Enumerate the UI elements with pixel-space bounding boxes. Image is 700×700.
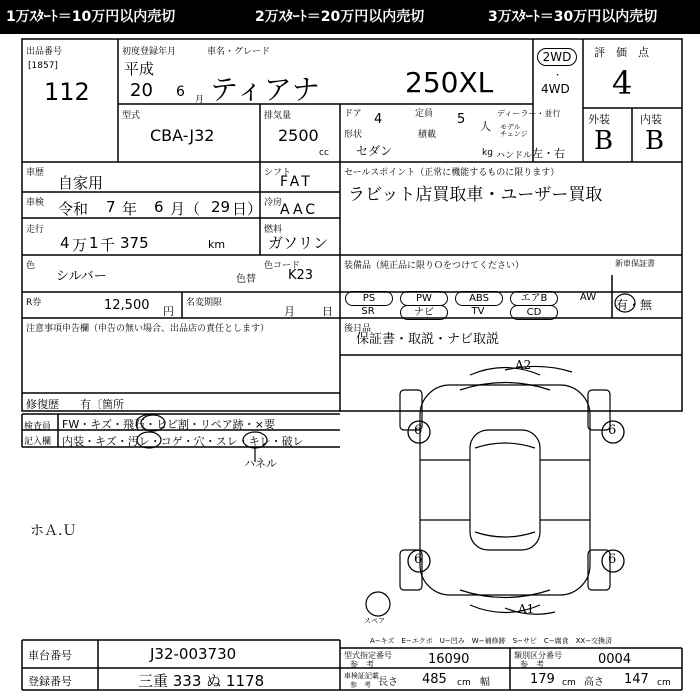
listing-number: 112 xyxy=(44,78,90,106)
score-label: 評 価 点 xyxy=(594,46,649,59)
recycle-label: R券 xyxy=(26,298,42,308)
sales-value: ラビット店買取車・ユーザー買取 xyxy=(348,185,603,205)
inspection-label: 車検 xyxy=(26,198,45,208)
ac-label: 冷房 xyxy=(264,198,283,208)
checker-label-2: 記入欄 xyxy=(24,437,52,447)
inspection-d: 日） xyxy=(232,200,263,218)
mileage-label: 走行 xyxy=(26,225,45,235)
repair-label: 修復歴 xyxy=(26,398,59,411)
doors-value: 4 xyxy=(374,112,383,127)
color-code-value: K23 xyxy=(288,268,314,283)
capacity-label: 定員 xyxy=(415,109,434,119)
fuel-label: 燃料 xyxy=(264,225,283,235)
warranty-value: 有・無 xyxy=(616,298,653,312)
name-change-label: 名変期限 xyxy=(186,298,223,308)
mileage-man: 4 xyxy=(60,234,70,252)
displacement-value: 2500 xyxy=(278,126,319,145)
capacity-unit: 人 xyxy=(480,120,491,133)
equip-pw: PW xyxy=(400,291,448,306)
height-label: 高さ xyxy=(584,677,604,688)
repair-value: 有〔箇所 xyxy=(80,398,124,411)
listing-sub: [1857] xyxy=(28,61,58,71)
damage-legend: A−キズ E−エクボ U−凹み W−補修跡 S−サビ C−腐食 XX−交換済 xyxy=(370,637,613,645)
color-label: 色 xyxy=(26,261,36,271)
equip-airbag: エアB xyxy=(510,291,558,306)
reg-era: 平成 xyxy=(124,60,155,78)
shape-label: 形状 xyxy=(344,130,363,140)
tire-mark-fl: 6 xyxy=(414,423,423,438)
mileage-man-unit: 万 xyxy=(72,236,88,254)
displacement-label: 排気量 xyxy=(264,111,292,121)
usage-label: 車歴 xyxy=(26,168,45,178)
mileage-sen-unit: 千 xyxy=(100,236,116,254)
handnote-a2: A2 xyxy=(515,358,532,372)
color-value: シルバー xyxy=(56,269,107,284)
checker-row-2: 内装・キズ・汚レ・コゲ・穴・スレ・キレ・破レ xyxy=(62,435,304,448)
warranty-label: 新車保証書 xyxy=(615,259,655,268)
handnote-left: ホＡ.Ｕ xyxy=(30,523,77,539)
car-grade: 250XL xyxy=(405,66,494,99)
tire-mark-rl: 6 xyxy=(414,552,423,567)
mileage-rest: 375 xyxy=(120,234,149,252)
load-unit: kg xyxy=(482,148,493,158)
frame-label: 車台番号 xyxy=(28,649,72,662)
checker-row-1: FW・キズ・飛石・ヒビ割・リペア跡・×要 xyxy=(62,418,275,431)
height-value: 147 xyxy=(624,672,649,687)
length-value: 485 xyxy=(422,672,447,687)
spare-label: スペア xyxy=(364,617,385,625)
name-change-month: 月 xyxy=(284,305,295,318)
drive-2wd: 2WD xyxy=(537,48,577,66)
equip-sr: SR xyxy=(361,306,375,317)
listing-label: 出品番号 xyxy=(26,47,63,57)
length-label: 長さ xyxy=(378,677,398,688)
width-unit: cm xyxy=(562,678,576,688)
name-change-day: 日 xyxy=(322,305,333,318)
model-value: CBA-J32 xyxy=(150,126,215,145)
int-label: 内装 xyxy=(640,113,662,126)
inspection-day: 29 xyxy=(211,198,231,216)
load-label: 積載 xyxy=(418,130,437,140)
height-unit: cm xyxy=(657,678,671,688)
class-no-ref: 参 考 xyxy=(520,660,544,669)
after-value: 保証書・取説・ナビ取説 xyxy=(356,332,500,347)
class-no-label: 類別区分番号 xyxy=(514,651,562,660)
color-code-label: 色コード xyxy=(264,261,301,271)
ext-label: 外装 xyxy=(588,113,610,126)
equip-aw: AW xyxy=(579,292,597,303)
car-name-label: 車名・グレード xyxy=(207,47,271,57)
checker-label-1: 検査員 xyxy=(24,422,52,432)
handle-label: ハンドル xyxy=(496,151,533,161)
equip-ps: PS xyxy=(345,291,393,306)
plate-label: 登録番号 xyxy=(28,675,72,688)
equip-cd: CD xyxy=(510,305,558,320)
color-swap-label: 色替 xyxy=(236,274,256,285)
handnote-a1: A1 xyxy=(518,602,535,616)
class-no-value: 0004 xyxy=(598,652,632,667)
mileage-unit: km xyxy=(208,238,226,251)
dimension-ref-label: 車検証記載 xyxy=(344,672,379,680)
int-grade: B xyxy=(645,126,665,156)
ac-value: AAC xyxy=(280,202,319,218)
car-name: ティアナ xyxy=(210,73,320,106)
shape-value: セダン xyxy=(356,144,393,158)
dimension-ref: 参 考 xyxy=(350,681,371,689)
spec-no-value: 16090 xyxy=(428,652,470,667)
drive-dot: ・ xyxy=(553,71,563,81)
drive-4wd: 4WD xyxy=(541,82,570,96)
model-label: 型式 xyxy=(122,111,141,121)
doors-label: ドア xyxy=(344,109,362,119)
reg-month: 6 xyxy=(176,84,185,100)
length-unit: cm xyxy=(457,678,471,688)
handnote-sure: ハネル xyxy=(244,457,277,470)
recycle-value: 12,500 xyxy=(104,298,150,313)
after-label: 後日品 xyxy=(344,324,372,334)
spec-no-ref: 参 考 xyxy=(350,660,374,669)
usage-value: 自家用 xyxy=(58,174,104,192)
width-label: 幅 xyxy=(480,677,490,688)
inspection-m: 月（ xyxy=(170,200,201,218)
reg-month-unit: 月 xyxy=(195,95,205,105)
ext-grade: B xyxy=(594,126,614,156)
first-reg-label: 初度登録年月 xyxy=(122,47,177,57)
equip-abs: ABS xyxy=(455,291,503,306)
banner-rule-3: 3万ｽﾀｰﾄ＝30万円以内売切 xyxy=(488,9,658,25)
dealer-label: ディーラー・並行 xyxy=(497,109,561,118)
model-change-label: モデル チェンジ xyxy=(500,123,528,138)
inspection-era: 令和 xyxy=(58,200,89,218)
car-damage-diagram xyxy=(366,366,610,616)
tire-mark-fr: 6 xyxy=(608,423,617,438)
equipment-label: 装備品（純正品に限りＯをつけてください） xyxy=(344,261,525,271)
reg-year: 20 xyxy=(130,80,153,101)
displacement-unit: cc xyxy=(319,148,329,158)
banner-rule-2: 2万ｽﾀｰﾄ＝20万円以内売切 xyxy=(255,9,425,25)
banner-rule-1: 1万ｽﾀｰﾄ＝10万円以内売切 xyxy=(6,9,176,25)
mileage-sen: 1 xyxy=(89,234,99,252)
fuel-value: ガソリン xyxy=(268,234,329,252)
sales-label: セールスポイント（正常に機能するものに限ります） xyxy=(344,168,560,178)
spec-no-label: 型式指定番号 xyxy=(344,651,392,660)
frame-value: J32-003730 xyxy=(150,645,237,663)
capacity-value: 5 xyxy=(457,112,466,127)
inspection-y: 年 xyxy=(122,200,138,218)
handle-value: 左・右 xyxy=(532,147,565,160)
inspection-month: 6 xyxy=(154,198,164,216)
shift-value: FAT xyxy=(280,174,313,190)
inspection-year: 7 xyxy=(106,198,116,216)
recycle-unit: 円 xyxy=(163,305,174,318)
tire-mark-rr: 6 xyxy=(608,552,617,567)
width-value: 179 xyxy=(530,672,555,687)
score-value: 4 xyxy=(612,64,633,102)
notes-label: 注意事項申告欄（申告の無い場合、出品店の責任とします） xyxy=(26,324,270,334)
plate-value: 三重 333 ぬ 1178 xyxy=(138,672,265,690)
equip-tv: TV xyxy=(471,306,485,317)
shift-label: シフト xyxy=(264,168,292,178)
equip-navi: ナビ xyxy=(400,305,448,320)
